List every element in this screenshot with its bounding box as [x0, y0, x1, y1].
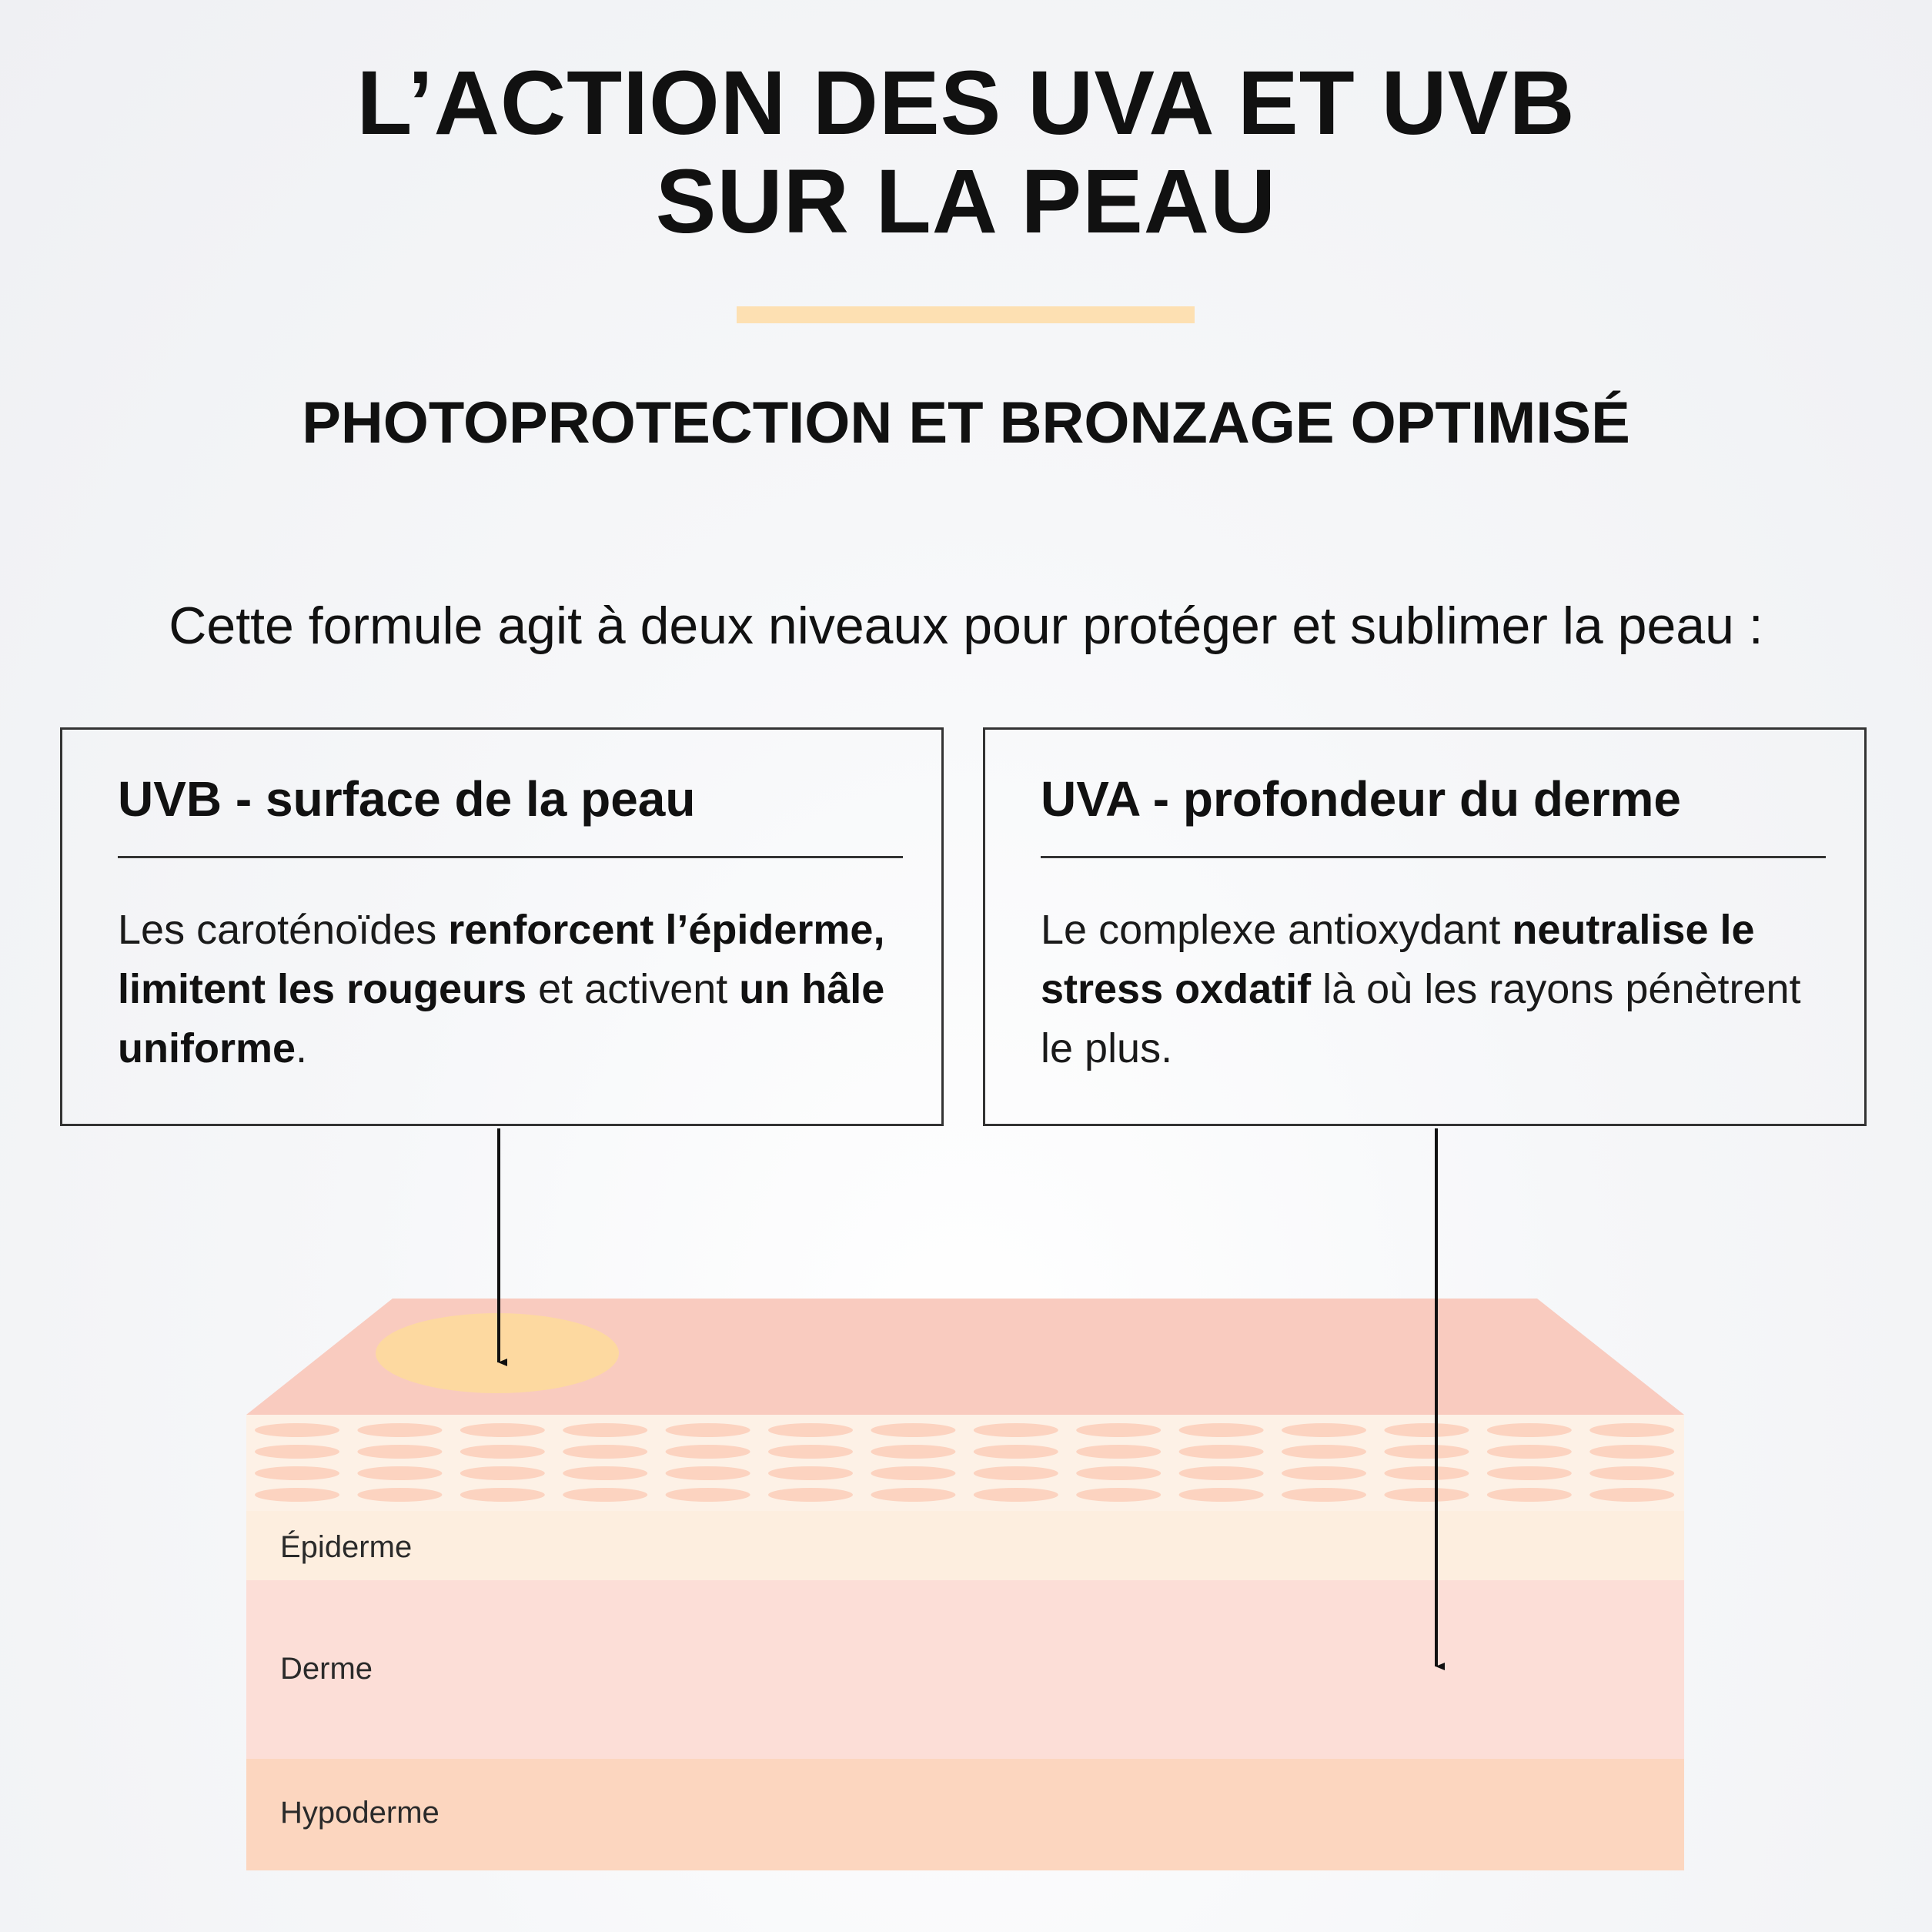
skin-cell [563, 1466, 647, 1480]
skin-cell [871, 1466, 955, 1480]
skin-cell [1384, 1488, 1469, 1502]
skin-cell [1282, 1423, 1366, 1437]
skin-cell [1589, 1423, 1674, 1437]
title-line-1: L’ACTION DES UVA ET UVB [356, 52, 1576, 154]
skin-cell [1282, 1488, 1366, 1502]
skin-cell [1179, 1423, 1264, 1437]
skin-cell [768, 1445, 853, 1459]
skin-cell [1589, 1445, 1674, 1459]
skin-cell [563, 1445, 647, 1459]
body-text-run: et activent [526, 966, 740, 1012]
skin-cell [357, 1466, 442, 1480]
skin-cell [871, 1488, 955, 1502]
skin-cell [460, 1423, 545, 1437]
skin-cell [460, 1445, 545, 1459]
skin-cell [1179, 1488, 1264, 1502]
body-text-run: un hâle uniforme [118, 966, 885, 1071]
skin-cell [871, 1445, 955, 1459]
skin-cell [666, 1445, 750, 1459]
body-text-run: renforcent l’épiderme, limitent les rougeurs [118, 907, 885, 1012]
skin-cell [357, 1423, 442, 1437]
skin-cell [1589, 1466, 1674, 1480]
body-text-run: . [296, 1025, 308, 1071]
skin-cell [1179, 1445, 1264, 1459]
skin-cell [768, 1488, 853, 1502]
skin-cell [1076, 1466, 1161, 1480]
intro-text: Cette formule agit à deux niveaux pour protéger et sublimer la peau : [169, 597, 1763, 655]
body-text-run: Les caroténoïdes [118, 907, 449, 953]
skin-cell [974, 1466, 1058, 1480]
skin-cell [460, 1488, 545, 1502]
skin-cell [666, 1488, 750, 1502]
skin-cell [1487, 1466, 1572, 1480]
skin-cell [1076, 1423, 1161, 1437]
skin-cell [1076, 1445, 1161, 1459]
uvb-card-title: UVB - surface de la peau [118, 771, 696, 827]
skin-cell [666, 1423, 750, 1437]
epidermis-layer [246, 1511, 1684, 1580]
skin-cell [255, 1466, 339, 1480]
skin-cell [1589, 1488, 1674, 1502]
uva-card-title: UVA - profondeur du derme [1041, 771, 1681, 827]
skin-cell [255, 1423, 339, 1437]
skin-cell [255, 1488, 339, 1502]
skin-cell [974, 1488, 1058, 1502]
skin-cell [255, 1445, 339, 1459]
skin-cell [1179, 1466, 1264, 1480]
dermis-label: Derme [280, 1652, 373, 1686]
skin-cell [1282, 1466, 1366, 1480]
skin-cell [1384, 1445, 1469, 1459]
skin-cell [1282, 1445, 1366, 1459]
body-text-run: Le complexe antioxydant [1041, 907, 1513, 953]
skin-cell [1076, 1488, 1161, 1502]
skin-cell [974, 1445, 1058, 1459]
skin-cell [1384, 1423, 1469, 1437]
hypodermis-layer [246, 1759, 1684, 1870]
skin-cell [768, 1466, 853, 1480]
hypodermis-label: Hypoderme [280, 1796, 440, 1830]
skin-cell [1487, 1445, 1572, 1459]
body-text-run: là où les rayons pénètrent le plus. [1041, 966, 1801, 1071]
dermis-layer [246, 1580, 1684, 1759]
skin-cell [666, 1466, 750, 1480]
skin-cell [357, 1445, 442, 1459]
skin-cell [563, 1488, 647, 1502]
title-line-2: SUR LA PEAU [655, 151, 1277, 252]
subtitle: PHOTOPROTECTION ET BRONZAGE OPTIMISÉ [302, 390, 1630, 456]
skin-cell [871, 1423, 955, 1437]
skin-cell [974, 1423, 1058, 1437]
body-text-run: neutralise le stress oxdatif [1041, 907, 1755, 1012]
skin-cell [1384, 1466, 1469, 1480]
epidermis-label: Épiderme [280, 1530, 413, 1564]
skin-cell [460, 1466, 545, 1480]
skin-cell [768, 1423, 853, 1437]
skin-cell [1487, 1423, 1572, 1437]
skin-cell [357, 1488, 442, 1502]
skin-cell [563, 1423, 647, 1437]
skin-cell [1487, 1488, 1572, 1502]
